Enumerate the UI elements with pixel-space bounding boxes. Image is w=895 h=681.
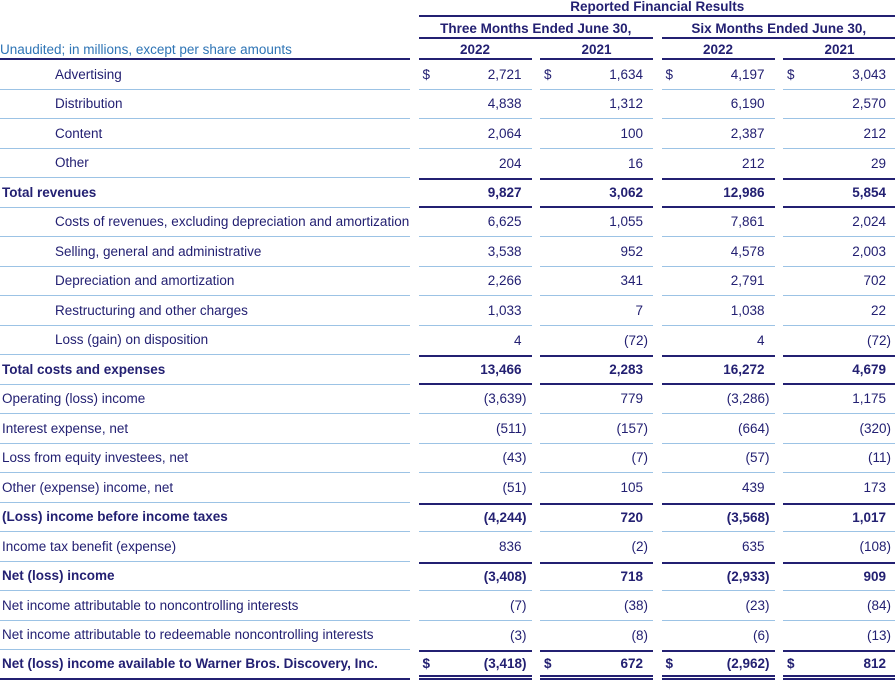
row-label	[0, 178, 410, 208]
value-text: 16,272	[723, 362, 765, 378]
value-cell	[783, 385, 895, 415]
dollar-sign: $	[787, 655, 795, 671]
value-cell	[419, 60, 532, 90]
row-label	[0, 237, 410, 267]
value-cell	[662, 532, 775, 562]
value-cell	[662, 296, 775, 326]
row-label-text: Net income attributable to noncontrolling interests	[2, 597, 299, 613]
value-cell	[783, 296, 895, 326]
table-row	[0, 149, 895, 179]
value-text: (320)	[859, 420, 891, 436]
value-cell	[540, 562, 653, 592]
value-text: 13,466	[480, 362, 522, 378]
value-cell	[662, 650, 775, 680]
value-cell	[662, 444, 775, 474]
value-text: 2,721	[487, 66, 522, 82]
value-cell	[540, 503, 653, 533]
value-cell	[540, 385, 653, 415]
value-text: (664)	[737, 420, 770, 436]
value-cell	[662, 119, 775, 149]
table-row	[0, 119, 895, 149]
dollar-sign: $	[544, 66, 552, 82]
value-cell	[662, 355, 775, 385]
value-text: 1,017	[852, 510, 886, 526]
row-label-text: Distribution	[55, 96, 123, 112]
value-text: 204	[498, 155, 522, 171]
row-label-text: Advertising	[55, 66, 122, 82]
value-text: 100	[620, 125, 643, 141]
row-label	[0, 60, 410, 90]
value-cell	[419, 296, 532, 326]
value-text: (72)	[623, 332, 648, 348]
dollar-sign: $	[665, 655, 674, 671]
table-row	[0, 414, 895, 444]
table-row	[0, 296, 895, 326]
value-text: (7)	[631, 450, 648, 466]
row-label	[0, 119, 410, 149]
value-cell	[662, 503, 775, 533]
value-cell	[419, 90, 532, 120]
value-text: 4	[513, 332, 522, 348]
row-label	[0, 208, 410, 238]
value-text: 7,861	[730, 214, 765, 230]
year-header: 2021	[783, 42, 895, 60]
value-cell	[783, 90, 895, 120]
value-text: (38)	[623, 597, 648, 613]
value-cell	[540, 60, 653, 90]
value-cell	[662, 621, 775, 651]
value-cell	[540, 119, 653, 149]
value-text: 6,190	[730, 96, 765, 112]
value-text: 1,312	[609, 96, 643, 112]
value-cell	[419, 119, 532, 149]
year-header: 2022	[419, 42, 532, 60]
row-label	[0, 267, 410, 297]
row-label-text: Other (expense) income, net	[2, 479, 174, 495]
row-label-text: Depreciation and amortization	[55, 273, 235, 289]
value-text: 6,625	[487, 214, 522, 230]
value-cell	[540, 178, 653, 208]
value-cell	[419, 237, 532, 267]
value-cell	[419, 444, 532, 474]
row-label-text: Total costs and expenses	[2, 361, 166, 377]
value-text: 29	[870, 155, 886, 171]
table-row	[0, 60, 895, 90]
value-cell	[419, 267, 532, 297]
header-title-row	[0, 0, 895, 17]
value-text: 3,062	[609, 185, 643, 201]
row-label	[0, 296, 410, 326]
value-cell	[540, 267, 653, 297]
value-cell	[783, 208, 895, 238]
table-row	[0, 444, 895, 474]
table-row	[0, 650, 895, 680]
table-row	[0, 208, 895, 238]
value-text: 212	[863, 125, 886, 141]
value-text: 5,854	[852, 185, 886, 201]
dollar-sign: $	[544, 655, 552, 671]
value-text: (51)	[502, 480, 527, 496]
value-cell	[662, 149, 775, 179]
value-text: (7)	[510, 597, 527, 613]
value-text: 836	[498, 539, 522, 555]
table-title: Reported Financial Results	[419, 0, 895, 17]
value-cell	[540, 414, 653, 444]
value-cell	[419, 532, 532, 562]
value-cell	[540, 296, 653, 326]
value-text: (2)	[631, 539, 648, 555]
header-period-row	[0, 18, 895, 39]
value-cell	[540, 90, 653, 120]
row-label-text: Total revenues	[2, 184, 97, 200]
table-row	[0, 621, 895, 651]
value-cell	[540, 326, 653, 356]
dollar-sign: $	[787, 66, 795, 82]
value-text: (84)	[866, 597, 891, 613]
value-cell	[662, 60, 775, 90]
value-cell	[783, 119, 895, 149]
value-text: 635	[741, 539, 765, 555]
row-label	[0, 562, 410, 592]
value-text: (3,408)	[483, 569, 527, 585]
table-row	[0, 326, 895, 356]
table-row	[0, 562, 895, 592]
table-row	[0, 355, 895, 385]
value-cell	[540, 532, 653, 562]
value-cell	[662, 326, 775, 356]
row-label	[0, 414, 410, 444]
value-text: (6)	[753, 627, 770, 643]
value-cell	[783, 650, 895, 680]
value-cell	[419, 208, 532, 238]
value-cell	[540, 650, 653, 680]
row-label	[0, 503, 410, 533]
value-text: 1,055	[609, 214, 643, 230]
value-cell	[783, 60, 895, 90]
period-group-three-months: Three Months Ended June 30,	[419, 22, 654, 39]
value-cell	[662, 237, 775, 267]
value-text: 2,387	[730, 125, 765, 141]
value-text: (2,962)	[726, 655, 770, 671]
row-label-text: Content	[55, 125, 103, 141]
value-text: (11)	[867, 450, 891, 466]
row-label-text: Loss from equity investees, net	[2, 450, 189, 466]
row-label-text: (Loss) income before income taxes	[2, 509, 228, 525]
value-text: (157)	[616, 420, 648, 436]
value-cell	[662, 90, 775, 120]
value-cell	[783, 267, 895, 297]
table-row	[0, 473, 895, 503]
value-text: 2,024	[852, 214, 886, 230]
value-cell	[419, 650, 532, 680]
row-label-text: Interest expense, net	[2, 420, 129, 436]
value-text: 4,838	[487, 96, 522, 112]
row-label	[0, 650, 410, 680]
value-cell	[783, 591, 895, 621]
value-text: 12,986	[723, 185, 765, 201]
value-text: 2,283	[609, 362, 643, 378]
value-cell	[419, 326, 532, 356]
table-row	[0, 503, 895, 533]
value-cell	[419, 385, 532, 415]
row-label	[0, 473, 410, 503]
value-cell	[662, 178, 775, 208]
row-label	[0, 385, 410, 415]
value-cell	[419, 621, 532, 651]
value-text: 3,043	[852, 66, 886, 82]
value-text: 1,033	[487, 302, 522, 318]
value-text: (3)	[510, 627, 527, 643]
dollar-sign: $	[422, 66, 431, 82]
value-text: 720	[620, 510, 643, 526]
value-text: 952	[620, 243, 643, 259]
value-text: 22	[870, 302, 886, 318]
value-text: (3,418)	[483, 655, 527, 671]
value-text: (23)	[745, 597, 770, 613]
value-cell	[783, 503, 895, 533]
year-header: 2021	[540, 42, 653, 60]
value-cell	[662, 473, 775, 503]
value-text: (3,286)	[726, 391, 770, 407]
row-label	[0, 532, 410, 562]
value-text: 1,175	[852, 391, 886, 407]
value-cell	[783, 473, 895, 503]
year-header: 2022	[662, 42, 775, 60]
row-label-text: Restructuring and other charges	[55, 302, 248, 318]
value-text: (13)	[866, 627, 891, 643]
value-cell	[540, 208, 653, 238]
value-text: 16	[627, 155, 643, 171]
table-row	[0, 591, 895, 621]
value-text: 2,266	[487, 273, 522, 289]
value-text: (4,244)	[483, 510, 527, 526]
value-text: 341	[620, 273, 643, 289]
value-cell	[540, 355, 653, 385]
value-text: (108)	[859, 539, 891, 555]
table-row	[0, 90, 895, 120]
value-text: 2,064	[487, 125, 522, 141]
value-text: 105	[620, 480, 643, 496]
value-cell	[783, 444, 895, 474]
value-text: 9,827	[487, 185, 522, 201]
value-cell	[783, 237, 895, 267]
row-label-text: Net income attributable to redeemable noncontrolling interests	[2, 627, 374, 643]
row-label	[0, 591, 410, 621]
value-cell	[540, 237, 653, 267]
value-cell	[419, 178, 532, 208]
table-body	[0, 60, 895, 680]
value-text: 2,003	[852, 243, 886, 259]
value-cell	[540, 621, 653, 651]
value-text: (2,933)	[726, 569, 770, 585]
value-text: (57)	[745, 450, 770, 466]
value-cell	[540, 149, 653, 179]
value-cell	[783, 414, 895, 444]
value-cell	[662, 385, 775, 415]
value-text: 439	[741, 480, 765, 496]
value-text: (3,568)	[726, 510, 770, 526]
row-label	[0, 355, 410, 385]
row-label-text: Costs of revenues, excluding depreciation and amortization	[55, 214, 410, 230]
row-label-text: Other	[55, 155, 89, 171]
value-text: 7	[635, 302, 643, 318]
table-row	[0, 385, 895, 415]
row-label-text: Net (loss) income	[2, 568, 115, 584]
row-label	[0, 90, 410, 120]
value-cell	[419, 591, 532, 621]
table-row	[0, 237, 895, 267]
value-text: 1,634	[609, 66, 643, 82]
row-label	[0, 326, 410, 356]
value-cell	[662, 208, 775, 238]
row-label-text: Income tax benefit (expense)	[2, 538, 177, 554]
value-cell	[783, 326, 895, 356]
value-text: (8)	[631, 627, 648, 643]
value-text: (3,639)	[483, 391, 527, 407]
value-text: 4,197	[730, 66, 765, 82]
value-cell	[419, 355, 532, 385]
value-text: 173	[863, 480, 886, 496]
value-cell	[783, 355, 895, 385]
table-row	[0, 178, 895, 208]
value-text: 909	[863, 569, 886, 585]
value-cell	[662, 562, 775, 592]
value-text: 4	[756, 332, 765, 348]
value-cell	[783, 621, 895, 651]
value-cell	[419, 503, 532, 533]
value-cell	[419, 414, 532, 444]
value-text: 4,679	[852, 362, 886, 378]
value-text: 4,578	[730, 243, 765, 259]
value-cell	[662, 414, 775, 444]
value-cell	[783, 178, 895, 208]
value-text: (72)	[866, 332, 891, 348]
value-text: 212	[741, 155, 765, 171]
value-text: 2,791	[730, 273, 765, 289]
period-group-six-months: Six Months Ended June 30,	[662, 22, 895, 39]
dollar-sign: $	[665, 66, 674, 82]
value-cell	[783, 562, 895, 592]
value-cell	[419, 473, 532, 503]
row-label-text: Net (loss) income available to Warner Bros. Discovery, Inc.	[2, 656, 378, 672]
value-text: 702	[863, 273, 886, 289]
value-cell	[540, 591, 653, 621]
value-text: 2,570	[852, 96, 886, 112]
row-label-text: Operating (loss) income	[2, 391, 146, 407]
row-label	[0, 149, 410, 179]
value-text: (511)	[495, 420, 527, 436]
value-cell	[419, 562, 532, 592]
table-row	[0, 267, 895, 297]
row-label-text: Loss (gain) on disposition	[55, 332, 209, 348]
value-text: 3,538	[487, 243, 522, 259]
unaudited-note: Unaudited; in millions, except per share amounts	[0, 42, 410, 60]
value-cell	[662, 267, 775, 297]
value-cell	[662, 591, 775, 621]
header-years-row	[0, 39, 895, 60]
row-label-text: Selling, general and administrative	[55, 243, 262, 259]
dollar-sign: $	[422, 655, 431, 671]
value-cell	[783, 532, 895, 562]
value-text: 1,038	[730, 302, 765, 318]
value-cell	[419, 149, 532, 179]
row-label	[0, 444, 410, 474]
row-label	[0, 621, 410, 651]
value-text: 672	[620, 655, 643, 671]
value-text: (43)	[502, 450, 527, 466]
value-text: 718	[620, 569, 643, 585]
value-cell	[783, 149, 895, 179]
value-text: 779	[620, 391, 643, 407]
value-cell	[540, 444, 653, 474]
value-cell	[540, 473, 653, 503]
value-text: 812	[863, 655, 886, 671]
table-row	[0, 532, 895, 562]
